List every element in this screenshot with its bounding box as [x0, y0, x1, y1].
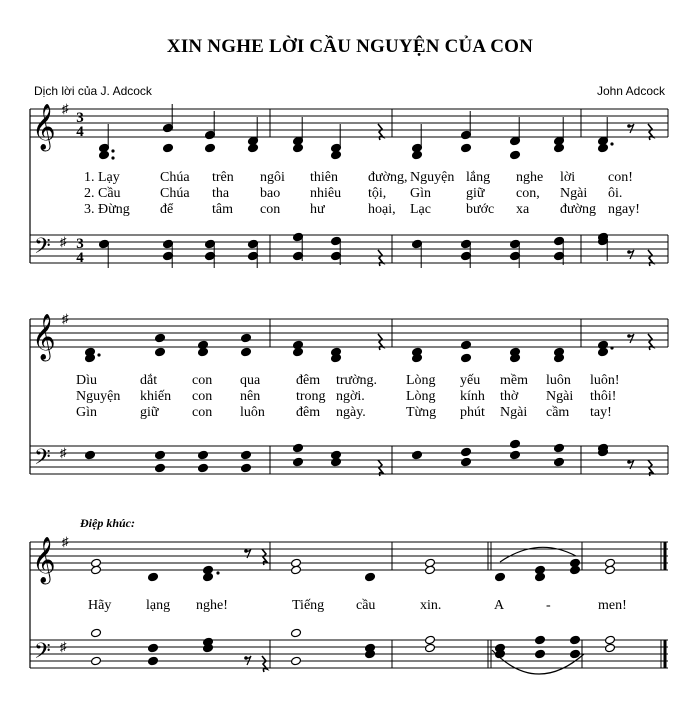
- notehead: [331, 150, 342, 160]
- lyric-syllable: luôn: [546, 373, 571, 388]
- time-signature-top: 3: [76, 236, 84, 252]
- lyric-syllable: ngay!: [608, 202, 640, 217]
- lyric-syllable: nghe: [516, 170, 544, 185]
- notehead: [598, 347, 609, 357]
- lyric-syllable: Gìn: [76, 405, 97, 420]
- lyric-syllable: men!: [598, 598, 627, 613]
- lyric-syllable: luôn!: [590, 373, 620, 388]
- lyric-syllable: -: [546, 598, 551, 613]
- notehead: [248, 143, 259, 153]
- lyric-syllable: Ngài: [560, 186, 588, 201]
- lyric-syllable: Tiếng: [292, 598, 325, 613]
- notehead: [461, 143, 472, 153]
- time-signature-bottom: 4: [76, 124, 84, 140]
- lyric-syllable: Chúa: [160, 170, 190, 185]
- lyric-syllable: cầm: [546, 405, 570, 420]
- notehead: [241, 333, 252, 343]
- lyric-syllable: A: [494, 598, 505, 613]
- treble-key-sharp: ♯: [62, 101, 69, 116]
- notehead: [365, 572, 376, 582]
- lyric-syllable: lắng: [466, 170, 491, 185]
- notehead: [570, 565, 581, 575]
- lyric-syllable: dắt: [140, 373, 158, 388]
- bass-key-sharp: ♯: [60, 639, 67, 654]
- notehead: [293, 457, 304, 467]
- notehead: [510, 450, 521, 460]
- notehead: [461, 340, 472, 350]
- lyric-syllable: thiên: [310, 170, 338, 185]
- lyric-syllable: ôi.: [608, 186, 623, 201]
- quarter-rest: [648, 250, 653, 266]
- page-title: XIN NGHE LỜI CẦU NGUYỆN CỦA CON: [166, 36, 534, 57]
- quarter-rest: [378, 124, 383, 140]
- lyric-syllable: tha: [212, 186, 230, 201]
- notehead: [148, 656, 159, 666]
- lyric-syllable: tay!: [590, 405, 612, 420]
- notehead: [198, 463, 209, 473]
- notehead: [163, 143, 174, 153]
- lyric-syllable: luôn: [240, 405, 265, 420]
- lyric-syllable: đêm: [296, 405, 321, 420]
- notehead: [85, 450, 96, 460]
- lyric-syllable: Gìn: [410, 186, 431, 201]
- lyric-syllable: đêm: [296, 373, 321, 388]
- notehead: [598, 143, 609, 153]
- bass-key-sharp: ♯: [60, 445, 67, 460]
- notehead: [461, 457, 472, 467]
- notehead: [155, 333, 166, 343]
- notehead: [293, 443, 304, 453]
- composer-credit: John Adcock: [596, 84, 665, 98]
- lyric-syllable: lạng: [146, 598, 171, 613]
- notehead: [425, 635, 436, 645]
- notehead: [605, 635, 616, 645]
- bass-clef: 𝄢: [34, 445, 51, 474]
- lyric-syllable: con: [192, 389, 213, 404]
- quarter-rest: [378, 250, 383, 266]
- lyric-syllable: hoại,: [368, 202, 396, 217]
- lyric-syllable: con: [260, 202, 281, 217]
- time-signature-bottom: 4: [76, 250, 84, 266]
- treble-key-sharp: ♯: [62, 311, 69, 326]
- lyric-syllable: con: [192, 373, 213, 388]
- notehead: [198, 450, 209, 460]
- lyric-syllable: con: [192, 405, 213, 420]
- lyric-syllable: xin.: [420, 598, 442, 613]
- lyric-syllable: nên: [240, 389, 261, 404]
- lyric-syllable: Từng: [406, 405, 437, 420]
- notehead: [198, 347, 209, 357]
- time-signature-top: 3: [76, 110, 84, 126]
- lyric-syllable: trên: [212, 170, 234, 185]
- lyric-syllable: con,: [516, 186, 540, 201]
- lyric-syllable: trong: [296, 389, 326, 404]
- notehead: [570, 649, 581, 659]
- notehead: [291, 565, 302, 575]
- lyric-syllable: ngời.: [336, 389, 365, 404]
- augmentation-dot: [610, 346, 613, 349]
- notehead: [412, 450, 423, 460]
- notehead: [605, 565, 616, 575]
- notehead: [291, 656, 302, 666]
- lyric-syllable: Chúa: [160, 186, 190, 201]
- notehead: [91, 656, 102, 666]
- treble-key-sharp: ♯: [62, 534, 69, 549]
- notehead: [495, 572, 506, 582]
- slur: [500, 547, 576, 562]
- lyric-syllable: bao: [260, 186, 281, 201]
- lyric-syllable: trường.: [336, 373, 378, 388]
- notehead: [203, 572, 214, 582]
- lyric-syllable: kính: [460, 389, 485, 404]
- notehead: [91, 565, 102, 575]
- lyric-syllable: Lòng: [406, 389, 436, 404]
- augmentation-dot: [610, 142, 613, 145]
- notehead: [241, 463, 252, 473]
- notehead: [461, 447, 472, 457]
- notehead: [155, 450, 166, 460]
- notehead: [241, 450, 252, 460]
- notehead: [291, 628, 302, 638]
- lyric-syllable: khiến: [140, 389, 172, 404]
- lyric-syllable: giữ: [466, 186, 485, 201]
- lyric-syllable: Lòng: [406, 373, 436, 388]
- notehead: [155, 347, 166, 357]
- lyric-syllable: Ngài: [546, 389, 574, 404]
- notehead: [570, 635, 581, 645]
- notehead: [293, 143, 304, 153]
- notehead: [425, 565, 436, 575]
- lyric-syllable: mềm: [500, 373, 528, 388]
- lyric-syllable: Ngài: [500, 405, 528, 420]
- notehead: [535, 572, 546, 582]
- bass-clef: 𝄢: [34, 639, 51, 668]
- lyric-syllable: tâm: [212, 202, 233, 217]
- lyric-syllable: nghe!: [196, 598, 228, 613]
- lyric-syllable: Dìu: [76, 373, 97, 388]
- lyric-syllable: qua: [240, 373, 261, 388]
- augmentation-dot: [97, 353, 100, 356]
- bass-clef: 𝄢: [34, 234, 51, 263]
- lyric-syllable: thờ: [500, 389, 519, 404]
- translator-credit: Dịch lời của J. Adcock: [34, 84, 152, 98]
- notehead: [99, 150, 110, 160]
- notehead: [425, 643, 436, 653]
- lyric-syllable: bước: [466, 202, 495, 217]
- lyric-syllable: cầu: [356, 598, 376, 613]
- notehead: [412, 150, 423, 160]
- lyric-syllable: lời: [560, 170, 576, 185]
- treble-clef: 𝄞: [32, 537, 56, 582]
- notehead: [241, 347, 252, 357]
- augmentation-dot: [111, 149, 114, 152]
- lyric-syllable: con!: [608, 170, 633, 185]
- lyric-syllable: nhiêu: [310, 186, 342, 201]
- notehead: [535, 635, 546, 645]
- notehead: [91, 628, 102, 638]
- lyric-syllable: ngày.: [336, 405, 366, 420]
- bass-key-sharp: ♯: [60, 234, 67, 249]
- notehead: [461, 353, 472, 363]
- lyric-syllable: Nguyện: [76, 389, 121, 404]
- notehead: [148, 572, 159, 582]
- lyric-syllable: yếu: [460, 373, 481, 388]
- treble-clef: 𝄞: [32, 314, 56, 359]
- lyric-syllable: 3. Đừng: [84, 202, 130, 217]
- notehead: [155, 463, 166, 473]
- quarter-rest: [648, 124, 653, 140]
- notehead: [605, 643, 616, 653]
- quarter-rest: [262, 656, 267, 672]
- lyric-syllable: 1. Lạy: [84, 170, 120, 185]
- treble-clef: 𝄞: [32, 104, 56, 149]
- lyric-syllable: 2. Cầu: [84, 186, 121, 201]
- refrain-label: Điệp khúc:: [80, 516, 135, 530]
- lyric-syllable: để: [160, 202, 174, 217]
- notehead: [554, 457, 565, 467]
- notehead: [293, 347, 304, 357]
- notehead: [510, 150, 521, 160]
- notehead: [510, 439, 521, 449]
- lyric-syllable: Nguyện: [410, 170, 455, 185]
- lyric-syllable: đường,: [368, 170, 408, 185]
- quarter-rest: [378, 334, 383, 350]
- lyric-syllable: Lạc: [410, 202, 431, 217]
- notehead: [554, 443, 565, 453]
- notehead: [205, 143, 216, 153]
- lyric-syllable: phút: [460, 405, 485, 420]
- lyric-syllable: đường: [560, 202, 596, 217]
- quarter-rest: [648, 334, 653, 350]
- augmentation-dot: [111, 156, 114, 159]
- lyric-syllable: hư: [310, 202, 325, 217]
- lyric-syllable: Hãy: [88, 598, 112, 613]
- lyric-syllable: thôi!: [590, 389, 617, 404]
- notehead: [535, 649, 546, 659]
- notehead: [331, 457, 342, 467]
- augmentation-dot: [216, 571, 219, 574]
- lyric-syllable: xa: [516, 202, 530, 217]
- notehead: [148, 643, 159, 653]
- lyric-syllable: ngôi: [260, 170, 285, 185]
- lyric-syllable: tội,: [368, 186, 387, 201]
- lyric-syllable: giữ: [140, 405, 159, 420]
